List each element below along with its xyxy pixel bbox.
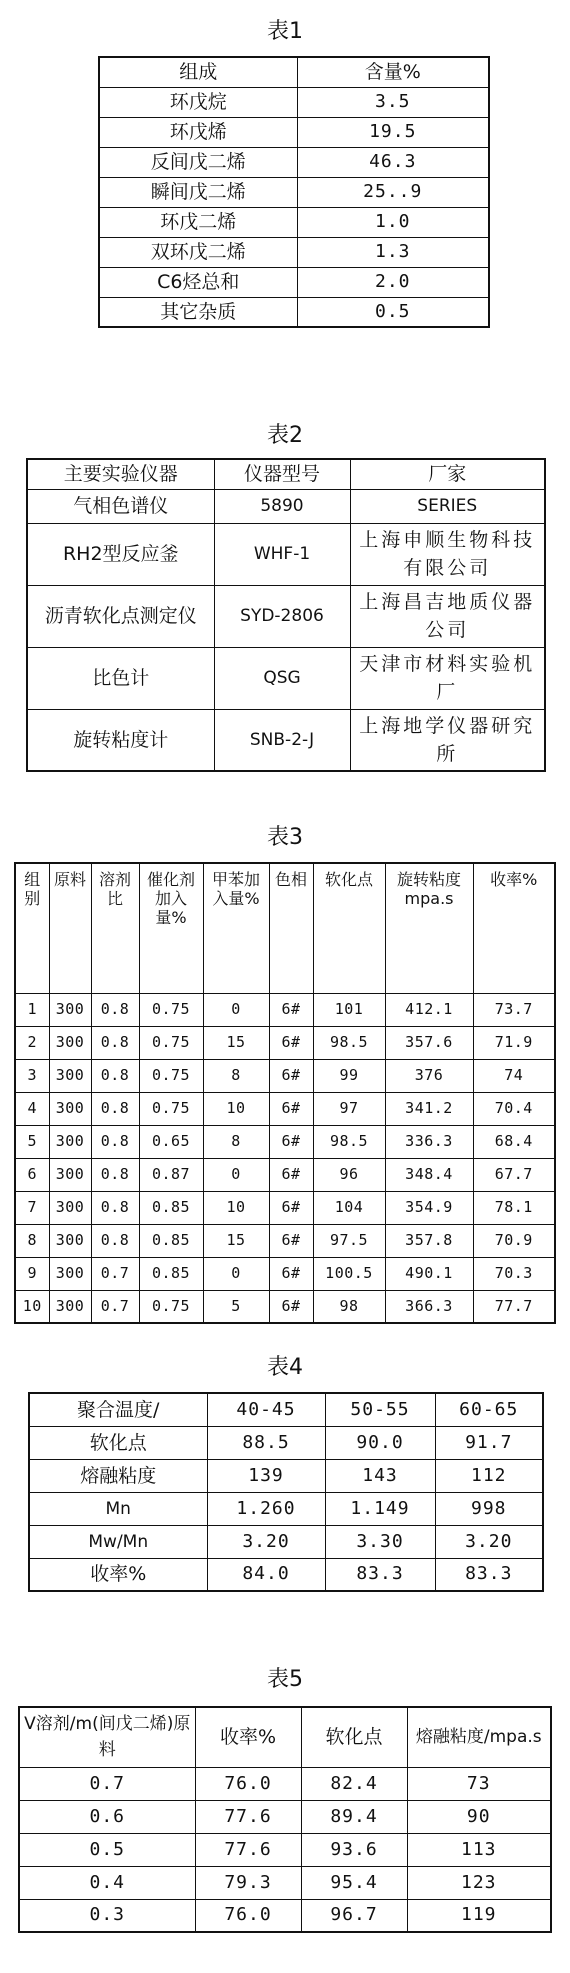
table4-cell: 3.20 — [207, 1525, 325, 1558]
table5-cell: 123 — [407, 1866, 551, 1899]
table3-cell: 300 — [49, 993, 91, 1026]
table2-cell: 上海昌吉地质仪器公司 — [350, 585, 545, 647]
table-row — [15, 1092, 555, 1125]
table3-cell: 0 — [203, 993, 269, 1026]
table2-cell: QSG — [214, 647, 350, 709]
table4-cell: 50-55 — [325, 1393, 435, 1426]
table3-cell: 376 — [385, 1059, 473, 1092]
table5-cell: 77.6 — [195, 1833, 301, 1866]
table3-cell: 96 — [313, 1158, 385, 1191]
table4-cell: 3.30 — [325, 1525, 435, 1558]
table4-cell: 112 — [435, 1459, 543, 1492]
table4-cell: 3.20 — [435, 1525, 543, 1558]
table5-cell: 96.7 — [301, 1899, 407, 1932]
table1-cell: 双环戊二烯 — [99, 237, 297, 267]
table-row — [29, 1492, 543, 1525]
table5-header-cell: 熔融粘度/mpa.s — [407, 1707, 551, 1767]
table-row — [27, 523, 545, 585]
table-row — [99, 267, 489, 297]
table1-header-cell: 组成 — [99, 57, 297, 87]
table3-cell: 6# — [269, 1224, 313, 1257]
table3-cell: 6# — [269, 1191, 313, 1224]
table1-cell: 环戊烯 — [99, 117, 297, 147]
table3-cell: 0.8 — [91, 1026, 139, 1059]
table-row — [99, 237, 489, 267]
table3-cell: 0 — [203, 1158, 269, 1191]
table1-cell: C6烃总和 — [99, 267, 297, 297]
table-row — [15, 1191, 555, 1224]
table5-cell: 73 — [407, 1767, 551, 1800]
table1-cell: 46.3 — [297, 147, 489, 177]
table2-cell: 上海申顺生物科技有限公司 — [350, 523, 545, 585]
table-row — [15, 1059, 555, 1092]
table3-cell: 0.8 — [91, 1224, 139, 1257]
table1-cell: 瞬间戊二烯 — [99, 177, 297, 207]
table-row — [15, 1125, 555, 1158]
table3-cell: 300 — [49, 1224, 91, 1257]
table3-cell: 336.3 — [385, 1125, 473, 1158]
table-row — [27, 585, 545, 647]
table4-row-label: 收率% — [29, 1558, 207, 1591]
table3-cell: 70.3 — [473, 1257, 555, 1290]
table5-cell: 119 — [407, 1899, 551, 1932]
table5-cell: 77.6 — [195, 1800, 301, 1833]
table4-row-label: 软化点 — [29, 1426, 207, 1459]
table3-cell: 6# — [269, 1125, 313, 1158]
table3-cell: 67.7 — [473, 1158, 555, 1191]
table3-cell: 15 — [203, 1026, 269, 1059]
table4-cell: 90.0 — [325, 1426, 435, 1459]
table4-cell: 1.149 — [325, 1492, 435, 1525]
table3-cell: 100.5 — [313, 1257, 385, 1290]
table5-cell: 95.4 — [301, 1866, 407, 1899]
table5-cell: 90 — [407, 1800, 551, 1833]
table3-cell: 4 — [15, 1092, 49, 1125]
table1-cell: 环戊烷 — [99, 87, 297, 117]
table2-cell: 5890 — [214, 489, 350, 523]
table3-cell: 300 — [49, 1290, 91, 1323]
table2-header-cell: 主要实验仪器 — [27, 459, 214, 489]
table-row — [99, 177, 489, 207]
table3-cell: 6# — [269, 1290, 313, 1323]
table3-cell: 8 — [15, 1224, 49, 1257]
table-row — [29, 1525, 543, 1558]
table3-cell: 0.8 — [91, 993, 139, 1026]
table5-header-cell: V溶剂/m(间戊二烯)原料 — [19, 1707, 195, 1767]
table-row — [19, 1800, 551, 1833]
table4-cell: 83.3 — [325, 1558, 435, 1591]
table-row — [99, 117, 489, 147]
table2-cell: 上海地学仪器研究所 — [350, 709, 545, 771]
table3-cell: 10 — [203, 1092, 269, 1125]
table5-cell: 0.4 — [19, 1866, 195, 1899]
table3-cell: 78.1 — [473, 1191, 555, 1224]
table3-title: 表3 — [267, 825, 303, 850]
table3-cell: 0.75 — [139, 1290, 203, 1323]
table3-cell: 300 — [49, 1092, 91, 1125]
table-row — [15, 1257, 555, 1290]
table4-cell: 91.7 — [435, 1426, 543, 1459]
table4-row-label: 聚合温度/ — [29, 1393, 207, 1426]
table1 — [98, 56, 490, 328]
table1-header-cell: 含量% — [297, 57, 489, 87]
table5-cell: 76.0 — [195, 1767, 301, 1800]
table3-header-cell: 溶剂比 — [91, 863, 139, 993]
table3-cell: 71.9 — [473, 1026, 555, 1059]
table2-cell: 沥青软化点测定仪 — [27, 585, 214, 647]
table1-cell: 其它杂质 — [99, 297, 297, 327]
table3-cell: 0.75 — [139, 1092, 203, 1125]
table3-cell: 68.4 — [473, 1125, 555, 1158]
table3-cell: 6# — [269, 993, 313, 1026]
table2 — [26, 458, 546, 772]
table5-header-cell: 收率% — [195, 1707, 301, 1767]
table-row — [19, 1833, 551, 1866]
table2-header-row — [27, 459, 545, 489]
table3-cell: 366.3 — [385, 1290, 473, 1323]
table5 — [18, 1706, 552, 1933]
table3-cell: 0 — [203, 1257, 269, 1290]
table2-cell: RH2型反应釜 — [27, 523, 214, 585]
table-row — [99, 297, 489, 327]
table3-cell: 8 — [203, 1059, 269, 1092]
table4-row-label: Mn — [29, 1492, 207, 1525]
table3-cell: 412.1 — [385, 993, 473, 1026]
table3-cell: 0.8 — [91, 1158, 139, 1191]
table3-cell: 98.5 — [313, 1026, 385, 1059]
table3-cell: 300 — [49, 1026, 91, 1059]
table3-cell: 5 — [15, 1125, 49, 1158]
table3-cell: 0.85 — [139, 1224, 203, 1257]
table3-cell: 74 — [473, 1059, 555, 1092]
table2-header-cell: 厂家 — [350, 459, 545, 489]
table4-title: 表4 — [267, 1355, 303, 1380]
table3-cell: 0.75 — [139, 1026, 203, 1059]
table3-cell: 9 — [15, 1257, 49, 1290]
table3-cell: 341.2 — [385, 1092, 473, 1125]
table3-cell: 1 — [15, 993, 49, 1026]
table3-header-cell: 旋转粘度mpa.s — [385, 863, 473, 993]
table5-cell: 0.7 — [19, 1767, 195, 1800]
table-row — [15, 1224, 555, 1257]
table4 — [28, 1392, 544, 1592]
table-row — [19, 1899, 551, 1932]
table-row — [99, 87, 489, 117]
table3-cell: 0.7 — [91, 1290, 139, 1323]
table3-cell: 0.75 — [139, 993, 203, 1026]
table-row — [15, 1158, 555, 1191]
table-row — [99, 207, 489, 237]
table3-cell: 6 — [15, 1158, 49, 1191]
table1-cell: 反间戊二烯 — [99, 147, 297, 177]
table4-row-label: 熔融粘度 — [29, 1459, 207, 1492]
table5-cell: 0.6 — [19, 1800, 195, 1833]
table5-cell: 0.3 — [19, 1899, 195, 1932]
table-row — [29, 1393, 543, 1426]
table3-cell: 6# — [269, 1257, 313, 1290]
table5-cell: 0.5 — [19, 1833, 195, 1866]
table3-cell: 77.7 — [473, 1290, 555, 1323]
table5-cell: 76.0 — [195, 1899, 301, 1932]
table-row — [19, 1866, 551, 1899]
table-row — [99, 147, 489, 177]
table3-cell: 300 — [49, 1191, 91, 1224]
table5-cell: 82.4 — [301, 1767, 407, 1800]
table3-cell: 354.9 — [385, 1191, 473, 1224]
table3-cell: 0.8 — [91, 1059, 139, 1092]
table3-header-cell: 收率% — [473, 863, 555, 993]
table4-cell: 40-45 — [207, 1393, 325, 1426]
table4-cell: 84.0 — [207, 1558, 325, 1591]
table3-header-cell: 催化剂加入量% — [139, 863, 203, 993]
table3-cell: 101 — [313, 993, 385, 1026]
table-row — [29, 1558, 543, 1591]
table3-cell: 0.65 — [139, 1125, 203, 1158]
table3-cell: 0.8 — [91, 1092, 139, 1125]
table4-cell: 139 — [207, 1459, 325, 1492]
table3-header-cell: 组别 — [15, 863, 49, 993]
table3-cell: 5 — [203, 1290, 269, 1323]
table3-cell: 0.75 — [139, 1059, 203, 1092]
table3-cell: 300 — [49, 1125, 91, 1158]
table-row — [15, 1026, 555, 1059]
table4-cell: 88.5 — [207, 1426, 325, 1459]
table3-cell: 10 — [203, 1191, 269, 1224]
table1-cell: 25..9 — [297, 177, 489, 207]
table3-cell: 10 — [15, 1290, 49, 1323]
table3-cell: 0.8 — [91, 1191, 139, 1224]
table3-cell: 7 — [15, 1191, 49, 1224]
table5-header-row — [19, 1707, 551, 1767]
table4-cell: 998 — [435, 1492, 543, 1525]
table2-cell: 比色计 — [27, 647, 214, 709]
table3-cell: 300 — [49, 1158, 91, 1191]
table1-title: 表1 — [267, 19, 303, 44]
table3-cell: 97 — [313, 1092, 385, 1125]
table3-cell: 97.5 — [313, 1224, 385, 1257]
table3-cell: 490.1 — [385, 1257, 473, 1290]
table5-cell: 113 — [407, 1833, 551, 1866]
table3-cell: 2 — [15, 1026, 49, 1059]
table3-cell: 300 — [49, 1059, 91, 1092]
table1-cell: 19.5 — [297, 117, 489, 147]
table3-cell: 6# — [269, 1026, 313, 1059]
table2-cell: SNB-2-J — [214, 709, 350, 771]
table1-cell: 3.5 — [297, 87, 489, 117]
table1-cell: 2.0 — [297, 267, 489, 297]
table4-cell: 143 — [325, 1459, 435, 1492]
table3-cell: 357.6 — [385, 1026, 473, 1059]
table5-title: 表5 — [267, 1667, 303, 1692]
table4-cell: 83.3 — [435, 1558, 543, 1591]
table-row — [27, 647, 545, 709]
table2-title: 表2 — [267, 423, 303, 448]
table2-cell: SYD-2806 — [214, 585, 350, 647]
table3-header-cell: 原料 — [49, 863, 91, 993]
table3-header-row — [15, 863, 555, 993]
table3-cell: 6# — [269, 1059, 313, 1092]
table3-cell: 357.8 — [385, 1224, 473, 1257]
table3-cell: 15 — [203, 1224, 269, 1257]
table3-cell: 0.85 — [139, 1257, 203, 1290]
table3-cell: 70.9 — [473, 1224, 555, 1257]
table3-cell: 6# — [269, 1158, 313, 1191]
table3 — [14, 862, 556, 1324]
table2-header-cell: 仪器型号 — [214, 459, 350, 489]
table-row — [15, 993, 555, 1026]
table3-cell: 104 — [313, 1191, 385, 1224]
table3-cell: 0.85 — [139, 1191, 203, 1224]
table-row — [15, 1290, 555, 1323]
table1-cell: 1.0 — [297, 207, 489, 237]
table3-cell: 99 — [313, 1059, 385, 1092]
table-row — [19, 1767, 551, 1800]
table1-header-row — [99, 57, 489, 87]
table1-cell: 1.3 — [297, 237, 489, 267]
table3-header-cell: 甲苯加入量% — [203, 863, 269, 993]
table4-cell: 60-65 — [435, 1393, 543, 1426]
table4-cell: 1.260 — [207, 1492, 325, 1525]
table-row — [27, 489, 545, 523]
table-row — [29, 1426, 543, 1459]
table2-cell: 旋转粘度计 — [27, 709, 214, 771]
table3-header-cell: 色相 — [269, 863, 313, 993]
table3-cell: 0.7 — [91, 1257, 139, 1290]
table2-cell: 气相色谱仪 — [27, 489, 214, 523]
table3-cell: 73.7 — [473, 993, 555, 1026]
table3-cell: 70.4 — [473, 1092, 555, 1125]
table3-cell: 8 — [203, 1125, 269, 1158]
table3-cell: 0.8 — [91, 1125, 139, 1158]
table4-row-label: Mw/Mn — [29, 1525, 207, 1558]
table-row — [27, 709, 545, 771]
table2-cell: WHF-1 — [214, 523, 350, 585]
table3-cell: 348.4 — [385, 1158, 473, 1191]
table3-cell: 98 — [313, 1290, 385, 1323]
table5-cell: 89.4 — [301, 1800, 407, 1833]
table5-cell: 79.3 — [195, 1866, 301, 1899]
table3-cell: 0.87 — [139, 1158, 203, 1191]
table3-cell: 3 — [15, 1059, 49, 1092]
table3-cell: 6# — [269, 1092, 313, 1125]
table1-cell: 环戊二烯 — [99, 207, 297, 237]
table2-cell: SERIES — [350, 489, 545, 523]
table-row — [29, 1459, 543, 1492]
table3-cell: 98.5 — [313, 1125, 385, 1158]
table3-header-cell: 软化点 — [313, 863, 385, 993]
table1-cell: 0.5 — [297, 297, 489, 327]
table2-cell: 天津市材料实验机厂 — [350, 647, 545, 709]
table5-header-cell: 软化点 — [301, 1707, 407, 1767]
table3-cell: 300 — [49, 1257, 91, 1290]
table5-cell: 93.6 — [301, 1833, 407, 1866]
